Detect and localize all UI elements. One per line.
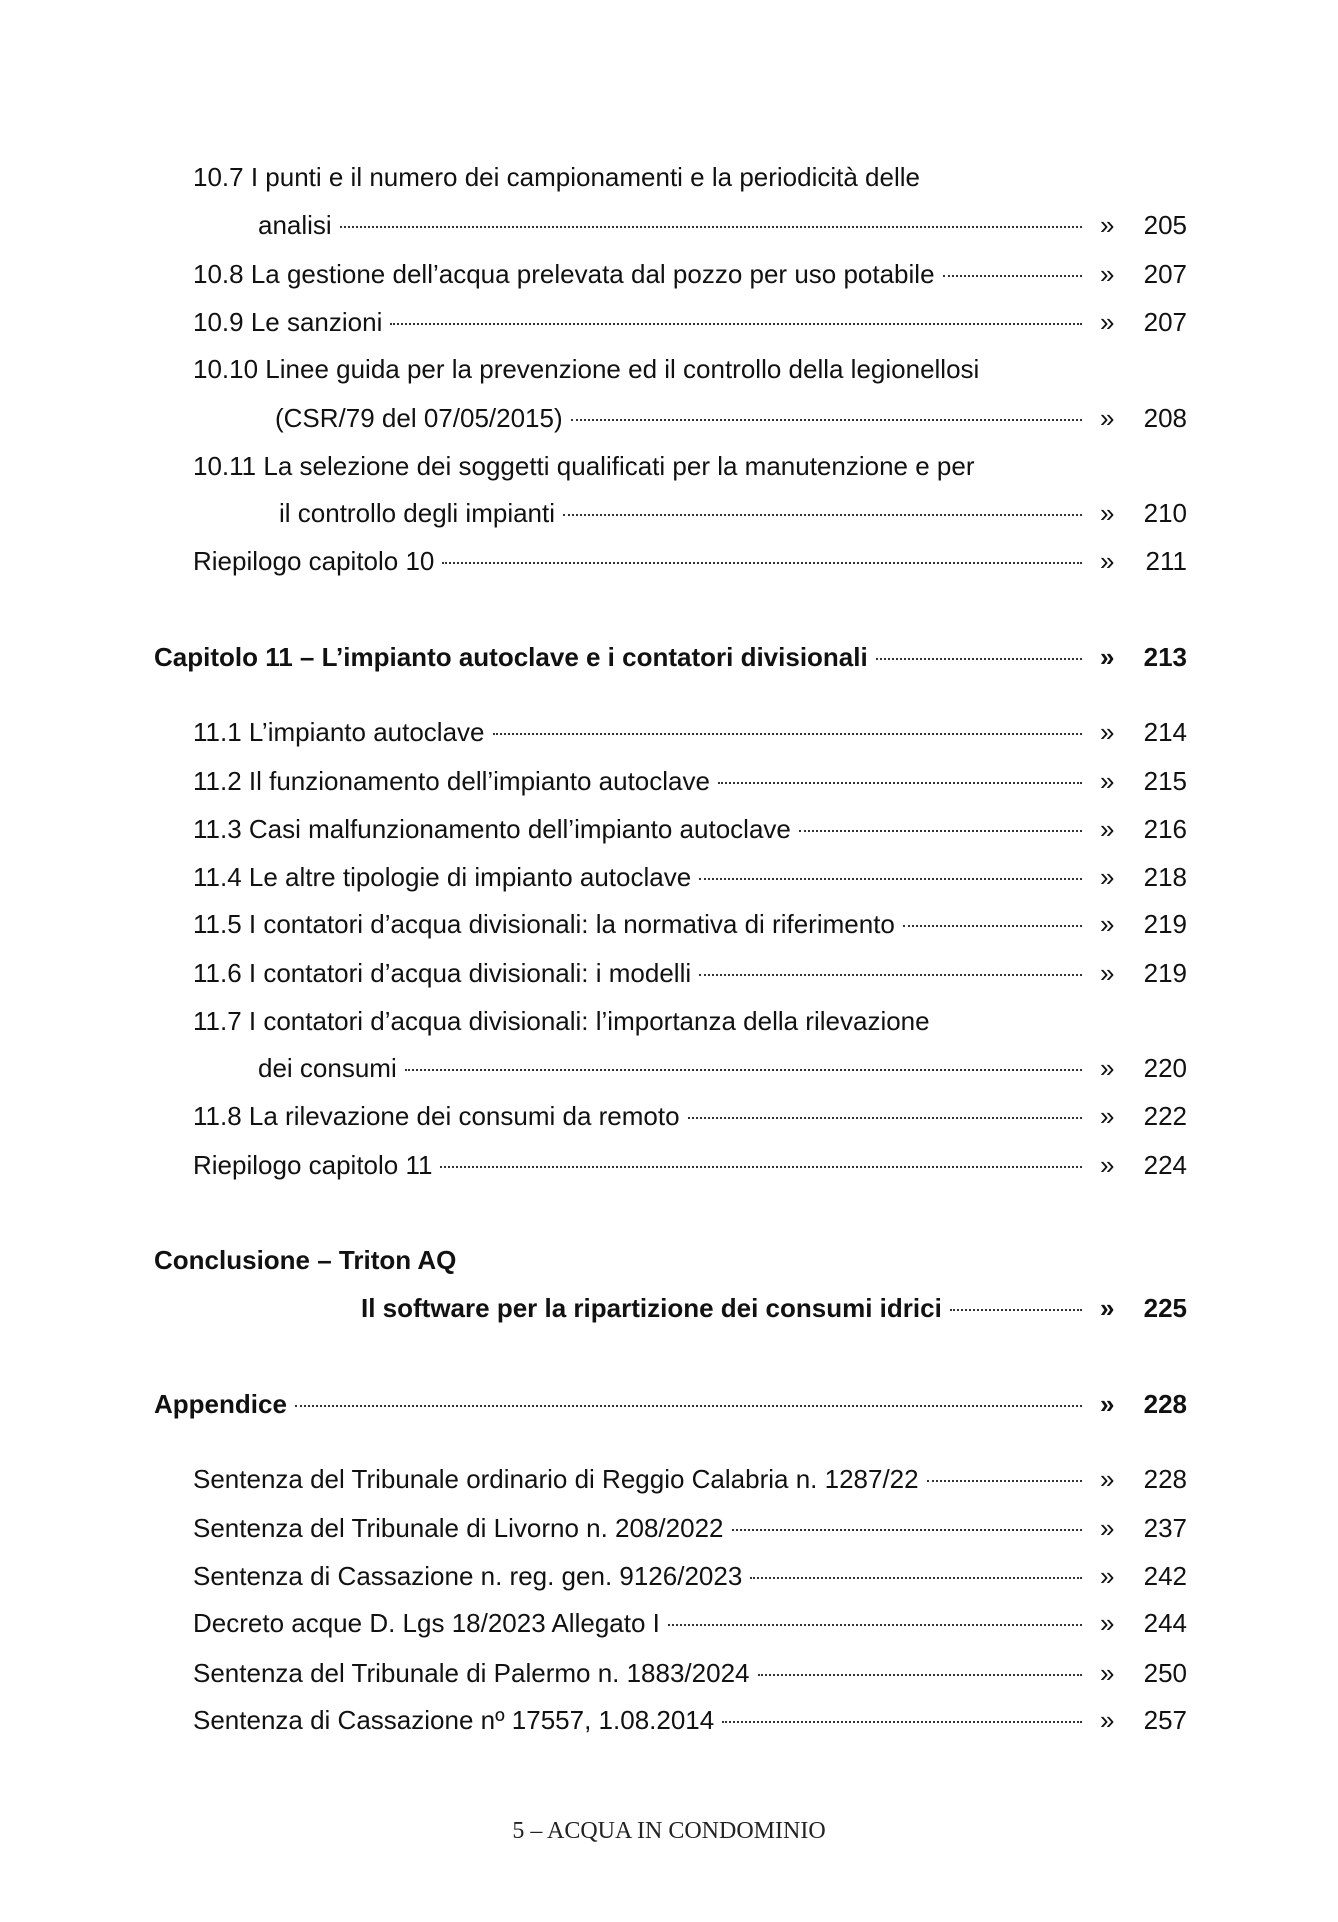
page-number: 205 xyxy=(1143,210,1187,240)
page-ref xyxy=(1088,1504,1187,1552)
toc-entry-first-line xyxy=(154,1236,456,1284)
page-marker: » xyxy=(1100,259,1115,289)
page-ref xyxy=(1088,394,1187,442)
toc-entry-first-line xyxy=(193,997,930,1045)
page-marker: » xyxy=(1100,498,1115,528)
toc-entry[interactable] xyxy=(193,805,1187,853)
toc-entry[interactable] xyxy=(193,1599,1187,1647)
dot-leader xyxy=(799,830,1082,832)
page-ref xyxy=(1088,900,1187,948)
toc-entry-title: 11.2 Il funzionamento dell’impianto autoclave xyxy=(193,766,710,796)
toc-entry-title: Riepilogo capitolo 10 xyxy=(193,546,435,576)
dot-leader xyxy=(943,275,1082,277)
toc-entry-title: Il software per la ripartizione dei consumi idrici xyxy=(361,1293,942,1323)
toc-entry-title: 11.5 I contatori d’acqua divisionali: la normativa di riferimento xyxy=(193,909,895,939)
dot-leader xyxy=(750,1577,1082,1579)
page-number: 219 xyxy=(1143,958,1187,988)
page-number: 228 xyxy=(1143,1389,1187,1419)
page-number: 244 xyxy=(1143,1608,1187,1638)
toc-entry-first-line xyxy=(193,153,920,201)
toc-entry[interactable] xyxy=(193,1092,1187,1140)
page-ref xyxy=(1088,805,1187,853)
dot-leader xyxy=(563,514,1082,516)
toc-entry-title: 10.11 La selezione dei soggetti qualificati per la manutenzione e per xyxy=(193,451,975,481)
toc-entry-title: Capitolo 11 – L’impianto autoclave e i contatori divisionali xyxy=(154,642,868,672)
page-marker: » xyxy=(1100,1150,1115,1180)
toc-entry-title: 10.7 I punti e il numero dei campionamenti e la periodicità delle xyxy=(193,162,920,192)
toc-entry-first-line xyxy=(193,442,975,490)
dot-leader xyxy=(722,1721,1082,1723)
page-marker: » xyxy=(1100,717,1115,747)
toc-entry-title: 11.6 I contatori d’acqua divisionali: i modelli xyxy=(193,958,692,988)
toc-entry[interactable] xyxy=(193,1552,1187,1600)
page-marker: » xyxy=(1100,862,1115,892)
page-marker: » xyxy=(1100,1053,1115,1083)
toc-entry[interactable] xyxy=(154,1380,1187,1428)
dot-leader xyxy=(903,925,1082,927)
toc-entry[interactable] xyxy=(361,1284,1187,1332)
page-marker: » xyxy=(1100,1513,1115,1543)
page-ref xyxy=(1088,1380,1187,1428)
dot-leader xyxy=(295,1405,1082,1407)
toc-entry-title: Sentenza del Tribunale di Palermo n. 1883/2024 xyxy=(193,1658,750,1688)
page-ref xyxy=(1088,1284,1187,1332)
page-number: 218 xyxy=(1143,862,1187,892)
page-marker: » xyxy=(1100,1658,1115,1688)
page-number: 225 xyxy=(1143,1293,1187,1323)
page-ref xyxy=(1088,853,1187,901)
page-marker: » xyxy=(1100,403,1115,433)
page-ref xyxy=(1088,250,1187,298)
toc-entry-title: dei consumi xyxy=(258,1053,397,1083)
page-number: 207 xyxy=(1143,307,1187,337)
page-marker: » xyxy=(1100,766,1115,796)
toc-entry-title: Appendice xyxy=(154,1389,287,1419)
toc-entry-title: 11.8 La rilevazione dei consumi da remoto xyxy=(193,1101,680,1131)
toc-entry[interactable] xyxy=(193,250,1187,298)
page-number: 222 xyxy=(1143,1101,1187,1131)
page-number: 213 xyxy=(1143,642,1187,672)
page-ref xyxy=(1088,1599,1187,1647)
dot-leader xyxy=(876,658,1082,660)
page-marker: » xyxy=(1100,909,1115,939)
toc-entry[interactable] xyxy=(275,394,1187,442)
page-ref xyxy=(1088,1455,1187,1503)
page-number: 214 xyxy=(1143,717,1187,747)
toc-entry[interactable] xyxy=(193,949,1187,997)
dot-leader xyxy=(442,562,1082,564)
page-marker: » xyxy=(1100,1608,1115,1638)
toc-entry[interactable] xyxy=(193,1649,1187,1697)
page-number: 215 xyxy=(1143,766,1187,796)
toc-entry[interactable] xyxy=(258,201,1187,249)
page-marker: » xyxy=(1100,814,1115,844)
toc-entry[interactable] xyxy=(193,1504,1187,1552)
toc-entry-title: Sentenza del Tribunale di Livorno n. 208/2022 xyxy=(193,1513,724,1543)
page-marker: » xyxy=(1100,1561,1115,1591)
toc-entry-title: analisi xyxy=(258,210,332,240)
page-ref xyxy=(1088,537,1187,585)
toc-entry[interactable] xyxy=(193,757,1187,805)
page-ref xyxy=(1088,298,1187,346)
toc-entry-title: 10.9 Le sanzioni xyxy=(193,307,383,337)
page-marker: » xyxy=(1100,546,1115,576)
dot-leader xyxy=(758,1674,1083,1676)
toc-entry-title: 11.7 I contatori d’acqua divisionali: l’importanza della rilevazione xyxy=(193,1006,930,1036)
page-number: 228 xyxy=(1143,1464,1187,1494)
toc-entry-title: Sentenza del Tribunale ordinario di Reggio Calabria n. 1287/22 xyxy=(193,1464,919,1494)
dot-leader xyxy=(340,226,1082,228)
page-number: 242 xyxy=(1143,1561,1187,1591)
page-ref xyxy=(1088,201,1187,249)
toc-entry-title: Sentenza di Cassazione nº 17557, 1.08.2014 xyxy=(193,1705,715,1735)
toc-entry[interactable] xyxy=(193,1455,1187,1503)
page-ref xyxy=(1088,1696,1187,1744)
dot-leader xyxy=(440,1166,1082,1168)
toc-entry-title: Riepilogo capitolo 11 xyxy=(193,1150,433,1180)
page-marker: » xyxy=(1100,958,1115,988)
page-number: 207 xyxy=(1143,259,1187,289)
toc-entry[interactable] xyxy=(193,298,1187,346)
dot-leader xyxy=(571,419,1082,421)
toc-entry-title: Decreto acque D. Lgs 18/2023 Allegato I xyxy=(193,1608,660,1638)
dot-leader xyxy=(950,1309,1082,1311)
page-ref xyxy=(1088,757,1187,805)
page-number: 224 xyxy=(1143,1150,1187,1180)
page-number: 250 xyxy=(1143,1658,1187,1688)
dot-leader xyxy=(732,1529,1083,1531)
toc-entry-title: 11.3 Casi malfunzionamento dell’impianto autoclave xyxy=(193,814,791,844)
toc-entry-title: 11.4 Le altre tipologie di impianto autoclave xyxy=(193,862,692,892)
dot-leader xyxy=(493,733,1083,735)
dot-leader xyxy=(390,323,1082,325)
page-ref xyxy=(1088,1552,1187,1600)
page-number: 257 xyxy=(1143,1705,1187,1735)
toc-entry-title: Sentenza di Cassazione n. reg. gen. 9126/2023 xyxy=(193,1561,743,1591)
page-footer: 5 – ACQUA IN CONDOMINIO xyxy=(512,1818,826,1844)
page-ref xyxy=(1088,633,1187,681)
page-number: 216 xyxy=(1143,814,1187,844)
dot-leader xyxy=(927,1480,1082,1482)
toc-entry[interactable] xyxy=(193,853,1187,901)
toc-entry[interactable] xyxy=(193,708,1187,756)
dot-leader xyxy=(699,974,1082,976)
toc-entry[interactable] xyxy=(193,1696,1187,1744)
toc-entry-title: 10.10 Linee guida per la prevenzione ed il controllo della legionellosi xyxy=(193,354,980,384)
toc-entry[interactable] xyxy=(193,900,1187,948)
toc-entry[interactable] xyxy=(258,1044,1187,1092)
page-marker: » xyxy=(1100,1293,1115,1323)
toc-entry[interactable] xyxy=(279,489,1187,537)
page-marker: » xyxy=(1100,1464,1115,1494)
page-ref xyxy=(1088,1044,1187,1092)
page-marker: » xyxy=(1100,642,1115,672)
page-ref xyxy=(1088,708,1187,756)
toc-entry[interactable] xyxy=(154,633,1187,681)
dot-leader xyxy=(699,878,1082,880)
page-ref xyxy=(1088,1092,1187,1140)
page-number: 220 xyxy=(1143,1053,1187,1083)
page-marker: » xyxy=(1100,210,1115,240)
page-marker: » xyxy=(1100,1389,1115,1419)
toc-entry-first-line xyxy=(193,345,979,393)
page-number: 210 xyxy=(1143,498,1187,528)
page-ref xyxy=(1088,1649,1187,1697)
toc-entry-title: il controllo degli impianti xyxy=(279,498,556,528)
dot-leader xyxy=(405,1069,1082,1071)
page-number: 219 xyxy=(1143,909,1187,939)
toc-entry-title: 10.8 La gestione dell’acqua prelevata dal pozzo per uso potabile xyxy=(193,259,935,289)
dot-leader xyxy=(668,1624,1082,1626)
toc-entry-title: 11.1 L’impianto autoclave xyxy=(193,717,485,747)
dot-leader xyxy=(718,782,1082,784)
page-ref xyxy=(1088,949,1187,997)
page-ref xyxy=(1088,1141,1187,1189)
page-marker: » xyxy=(1100,307,1115,337)
toc-entry[interactable] xyxy=(193,1141,1187,1189)
page-marker: » xyxy=(1100,1705,1115,1735)
page-number: 208 xyxy=(1143,403,1187,433)
toc-entry[interactable] xyxy=(193,537,1187,585)
dot-leader xyxy=(688,1117,1082,1119)
toc-entry-title: Conclusione – Triton AQ xyxy=(154,1245,457,1275)
page-marker: » xyxy=(1100,1101,1115,1131)
page-number: 237 xyxy=(1143,1513,1187,1543)
page-number: 211 xyxy=(1145,546,1187,576)
page-ref xyxy=(1088,489,1187,537)
toc-entry-title: (CSR/79 del 07/05/2015) xyxy=(275,403,563,433)
